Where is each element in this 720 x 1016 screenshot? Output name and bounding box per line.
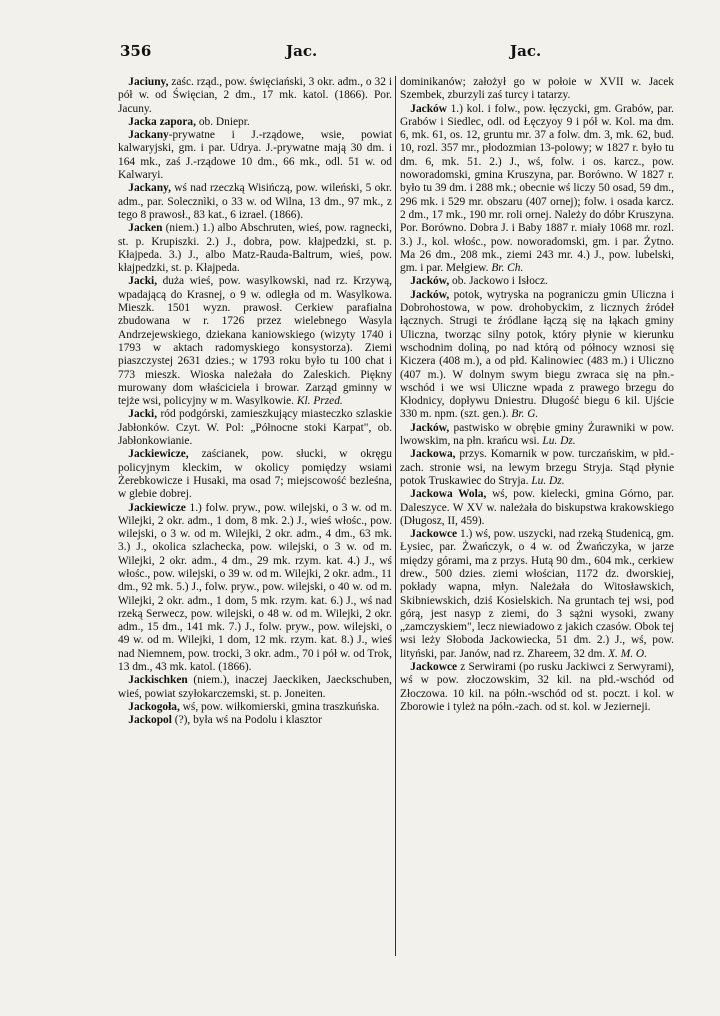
entry-headword: Jacków, <box>410 275 450 288</box>
entry-text: -prywatne i J.-rządowe, wsie, powiat kalwaryjski, gm. i par. Udrya. J.-prywatne mają 30 dm. i 164 mk., zaś J.-rządowe 10 dm., 66 mk., odl. 51 w. od Kalwaryi. <box>118 129 392 182</box>
entry-text: przys. Komarnik w pow. turczańskim, w płd.-zach. stronie wsi, na lewym brzegu Stryja. Stąd płynie potok Truskawiec do Stryja. <box>400 448 674 487</box>
entry-headword: Jackiewicze, <box>128 448 189 461</box>
running-header <box>0 42 720 66</box>
entry-headword: Jackany, <box>128 182 171 195</box>
column-divider <box>395 76 396 956</box>
entry-text: dominikanów; założył go w połoie w XVII w. Jacek Szembek, zburzyli zaś turcy i tatarzy. <box>400 76 674 102</box>
entry-headword: Jacków, <box>410 421 450 434</box>
dictionary-entry <box>400 103 674 276</box>
entry-text: zaścianek, pow. słucki, w okręgu policyjnym kleckim, w okolicy pomiędzy wsiami Żerebkowicze i Husaki, ma osad 7; miejscowość bezleśna, w glebie dobrej. <box>118 448 392 501</box>
entry-text: wś, pow. wiłkomierski, gmina traszkuńska. <box>179 700 380 713</box>
dictionary-entry <box>118 182 392 222</box>
left-column <box>118 76 392 728</box>
dictionary-entry <box>118 116 392 129</box>
entry-author-signature: Kl. Przed. <box>296 395 343 408</box>
entry-headword: Jackany <box>128 129 169 142</box>
entry-author-signature: X. M. O. <box>608 647 647 660</box>
entry-text: potok, wytryska na pograniczu gmin Uliczna i Dobrohostowa, w pow. drohobyckim, z licznych źródeł łącznych. Strugi te źródlane łączą się na łąkach gminy Uliczna, tworząc silny potok, który płynie w kierunku wschodnim doliną, po nad którą od północy wznosi się Kiczera (408 m.), a od płd. Kalinowiec (483 m.) i Uliczno (407 m.). W dolnym swym biegu zwraca się na płn.-wschód i we wsi Uliczne wpada z prawego brzegu do Kłodnicy, dopływu Dniestru. Długość biegu 6 kil. Ujście 330 m. npm. (szt. gen.). <box>400 288 674 421</box>
dictionary-entry <box>400 275 674 288</box>
entry-text: zaśc. rząd., pow. święciański, 3 okr. adm., o 32 i pół w. od Święcian, 2 dm., 17 mk. katol. (1866). Por. Jacuny. <box>118 76 392 115</box>
entry-headword: Jacki, <box>128 275 158 288</box>
entry-headword: Jacków <box>410 102 447 115</box>
entry-headword: Jackowce <box>410 528 458 541</box>
dictionary-entry <box>118 701 392 714</box>
entry-headword: Jaciuny, <box>128 76 169 88</box>
dictionary-entry <box>118 129 392 182</box>
entry-text: wś nad rzeczką Wisińczą, pow. wileński, 5 okr. adm., par. Solecznìki, o 33 w. od Wilna, 13 dm., 97 mk., z tego 8 prawosł., 83 kat., 6 izrael. (1866). <box>118 182 392 221</box>
entry-text: 1.) folw. pryw., pow. wilejski, o 3 w. od m. Wilejki, 2 okr. adm., 1 dom, 8 mk. 2.) J., wieś włośc., pow. wilejski, o 3 w. od m. Wilejki, 2 okr. adm., 4 dm., 63 mk. 3.) J., okolica szlachecka, pow. wilejski, o 3 w. od m. Wilejki, 2 okr. adm., 4 dm., 29 mk. rzym. kat. 4.) J., wś włośc., pow. wilejski, o 39 w. od m. Wilejki, 2 okr. adm., 11 dm., 92 mk. 5.) J., folw. pryw., pow. wilejski, o 40 w. od m. Wilejki, 2 okr. adm., 1 dom, 5 mk. rzym. kat. 6.) J., wś nad rzeką Serwecz, pow. wilejski, o 48 w. od m. Wilejki, 2 okr. adm., 15 dm., 141 mk. 7.) J., folw. pryw., pow. wilejski, o 49 w. od m. Wilejki, 1 dom, 12 mk. rzym. kat. 8.) J., wieś nad Niemnem, pow. trocki, 3 okr. adm., 70 i pół w. od Trok, 13 dm., 43 mk. katol. (1866). <box>118 501 392 674</box>
dictionary-entry <box>400 528 674 661</box>
dictionary-entry <box>118 275 392 408</box>
dictionary-entry <box>400 448 674 488</box>
entry-text: (niem.) 1.) albo Abschruten, wieś, pow. ragnecki, st. p. Krupiszki. 2.) J., dobra, pow. kłajpedzki, st. p. Kłajpeda. 3.) J., albo Matz-Rauda-Baltrum, wieś, pow. kłajpedzki, st. p. Kłajpeda. <box>118 222 392 275</box>
right-column <box>400 76 674 714</box>
entry-headword: Jackowce <box>410 661 458 674</box>
dictionary-entry <box>400 422 674 449</box>
dictionary-entry <box>118 222 392 275</box>
entry-text: duża wieś, pow. wasylkowski, nad rz. Krzywą, wpadającą do Krasnej, o 9 w. odległa od m. Wasylkowa. Mieszk. 1501 wyzn. prawosł. Cerkiew parafialna zbudowana w r. 1726 przez wielebnego Wasyla Andrzejewskiego, dziekana kaniowskiego (wizyty 1740 i 1793 w aktach radomyskiego konsystorza). Ziemi piaszczystej 2631 dzies.; w 1793 roku było tu 100 chat i 773 mieszk. Wioska należała do Zaleskich. Piękny murowany dom właściciela i browar. Zarząd gminny w tejże wsi, policyjny w m. Wasylkowie. <box>118 275 392 408</box>
entry-headword: Jacków, <box>410 288 450 301</box>
entry-text: wś, pow. kielecki, gmina Górno, par. Daleszyce. W XV w. należała do biskupstwa krakowskiego (Długosz, II, 459). <box>400 488 674 527</box>
dictionary-entry <box>400 76 674 103</box>
entry-headword: Jackowa, <box>410 448 456 461</box>
left-running-head: Jac. <box>286 42 318 60</box>
entry-author-signature: Lu. Dz. <box>531 474 565 487</box>
entry-headword: Jackischken <box>128 674 188 687</box>
dictionary-entry <box>400 289 674 422</box>
dictionary-entry <box>118 448 392 501</box>
entry-headword: Jacken <box>128 222 163 235</box>
dictionary-entry <box>400 661 674 714</box>
dictionary-entry <box>118 714 392 727</box>
entry-text: z Serwirami (po rusku Jackiwci z Serwyrami), wś w pow. złoczowskim, 32 kil. na płd.-wschód od Złoczowa. 10 kil. na półn.-wschód od st. poczt. i kol. w Zborowie i tyleż na półn.-zach. od st. kol. w Jezierneji. <box>400 661 674 713</box>
entry-headword: Jackiewicze <box>128 501 186 514</box>
entry-headword: Jackopol <box>128 714 172 727</box>
dictionary-entry <box>118 76 392 116</box>
entry-author-signature: Lu. Dz. <box>542 435 576 448</box>
dictionary-entry <box>118 502 392 675</box>
entry-headword: Jackogoła, <box>128 700 180 713</box>
right-running-head: Jac. <box>510 42 542 60</box>
entry-text: ob. Dniepr. <box>195 115 250 128</box>
dictionary-entry <box>400 488 674 528</box>
entry-text: (niem.), inaczej Jaeckiken, Jaeckschuben, wieś, powiat szyłokarczemski, st. p. Joneiten. <box>118 674 392 700</box>
entry-author-signature: Br. G. <box>511 408 539 421</box>
entry-text: (?), była wś na Podolu i klasztor <box>171 714 322 727</box>
entry-text: ob. Jackowo i Isłocz. <box>449 275 548 288</box>
dictionary-entry <box>118 674 392 701</box>
entry-headword: Jackowa Wola, <box>410 488 487 501</box>
entry-text: 1.) wś, pow. uszycki, nad rzeką Studenicą, gm. Łysiec, par. Żwańczyk, o 4 w. od Żwańczyka, w jarze między górami, ma z przys. Hutą 90 dm., 604 mk., cerkiew drew., 500 dzies. ziemi włościan, 1172 dz. dworskiej, pokłady wapna, młyn. Należała do Witosławskich, Skibniewskich, dziś Kosielskich. Na gruntach tej wsi, pod górą, jest nasyp z ziemi, do 3 sążni wysoki, zwany „zamczyskiem", lecz niewiadowo z jakich czasów. Obok tej wsi leży Słoboda Jackowiecka, 51 dm. 2.) J., wś, pow. lityński, par. Janów, nad rz. Zhareem, 32 dm. <box>400 528 674 660</box>
entry-headword: Jacki, <box>128 408 158 421</box>
entry-author-signature: Br. Ch. <box>491 262 524 275</box>
entry-headword: Jacka zapora, <box>128 115 196 128</box>
dictionary-entry <box>118 408 392 448</box>
entry-text: ród podgórski, zamieszkujący miasteczko szlaskie Jabłonków. Czyt. W. Pol: „Północne stoki Karpat", ob. Jabłonkowianie. <box>118 408 392 448</box>
entry-text: 1.) kol. i folw., pow. łęczycki, gm. Grabów, par. Grabów i Siedlec, odl. od Łęczyoy 9 i pół w. Kol. ma dm. 6, mk. 61, os. 12, gruntu mr. 37 a folw. dm. 3, mk. 62, bud. 10, rozl. 357 mr., płodozmian 13-polowy; w 1827 r. było tu dm. 6, mk. 51. 2.) J., wś, folw. i os. karcz., pow. noworadomski, gmina Kruszyna, par. Borówno. W 1827 r. było tu 39 dm. i 288 mk.; obecnie wś liczy 50 osad, 59 dm., 296 mk. i 529 mr. obszaru (407 ornej); folw. i osada karcz. 2 dm., 17 mk., 190 mr. roli ornej. Należy do dóbr Kruszyna. Por. Borówno. Dobra J. i Baby 1887 r. miały 1068 mr. rozl. 3.) J., kol. włośc., pow. noworadomski, gm. i par. Żytno. Ma 26 dm., 208 mk., ziemi 243 mr. 4.) J., pow. lubelski, gm. i par. Mełgiew. <box>400 102 674 275</box>
entry-text: pastwisko w obrębie gminy Żurawniki w pow. lwowskim, na płn. krańcu wsi. <box>400 421 674 448</box>
page-number: 356 <box>120 42 152 60</box>
